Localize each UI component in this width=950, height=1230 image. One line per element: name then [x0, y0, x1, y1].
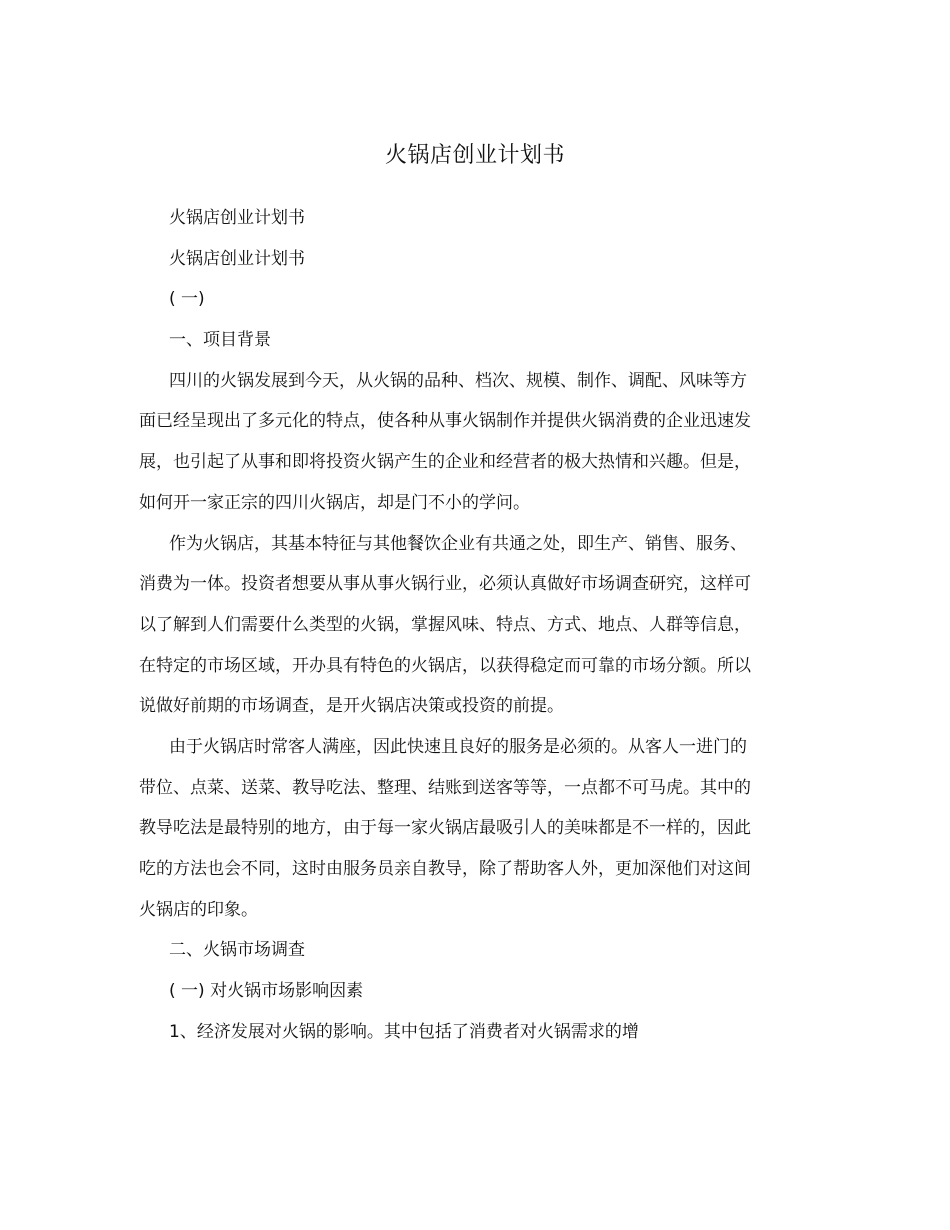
text-line: 火锅店创业计划书 — [169, 248, 305, 269]
text-line: 消费为一体。投资者想要从事从事火锅行业，必须认真做好市场调查研究，这样可 — [139, 574, 751, 595]
text-line: 二、火锅市场调查 — [169, 940, 305, 961]
text-line: 展，也引起了从事和即将投资火锅产生的企业和经营者的极大热情和兴趣。但是， — [139, 452, 751, 473]
document-title: 火锅店创业计划书 — [384, 143, 565, 168]
text-line: 说做好前期的市场调查，是开火锅店决策或投资的前提。 — [139, 696, 564, 717]
document-body — [139, 204, 767, 1058]
text-line: 如何开一家正宗的四川火锅店，却是门不小的学问。 — [139, 492, 530, 513]
text-line: 教导吃法是最特别的地方，由于每一家火锅店最吸引人的美味都是不一样的，因此 — [139, 818, 751, 839]
text-line: 1、经济发展对火锅的影响。其中包括了消费者对火锅需求的增 — [169, 1021, 639, 1042]
text-line: 带位、点菜、送菜、教导吃法、整理、结账到送客等等，一点都不可马虎。其中的 — [139, 777, 751, 798]
text-line: 吃的方法也会不同，这时由服务员亲自教导，除了帮助客人外，更加深他们对这间 — [139, 859, 751, 879]
text-line: 由于火锅店时常客人满座，因此快速且良好的服务是必须的。从客人一进门的 — [169, 736, 747, 757]
text-line: ( 一) — [169, 289, 205, 310]
text-line: 火锅店创业计划书 — [169, 208, 305, 228]
text-line: 面已经呈现出了多元化的特点，使各种从事火锅制作并提供火锅消费的企业迅速发 — [139, 411, 751, 432]
text-line: 一、项目背景 — [169, 330, 271, 351]
text-line: 以了解到人们需要什么类型的火锅，掌握风味、特点、方式、地点、人群等信息， — [139, 614, 751, 635]
text-line: 四川的火锅发展到今天，从火锅的品种、档次、规模、制作、调配、风味等方 — [169, 370, 747, 391]
text-line: 作为火锅店，其基本特征与其他餐饮企业有共通之处，即生产、销售、服务、 — [169, 533, 747, 554]
text-line: 在特定的市场区域，开办具有特色的火锅店，以获得稳定而可靠的市场分额。所以 — [139, 655, 751, 676]
text-line: 火锅店的印象。 — [139, 899, 258, 920]
text-line: ( 一) 对火锅市场影响因素 — [169, 981, 364, 1002]
